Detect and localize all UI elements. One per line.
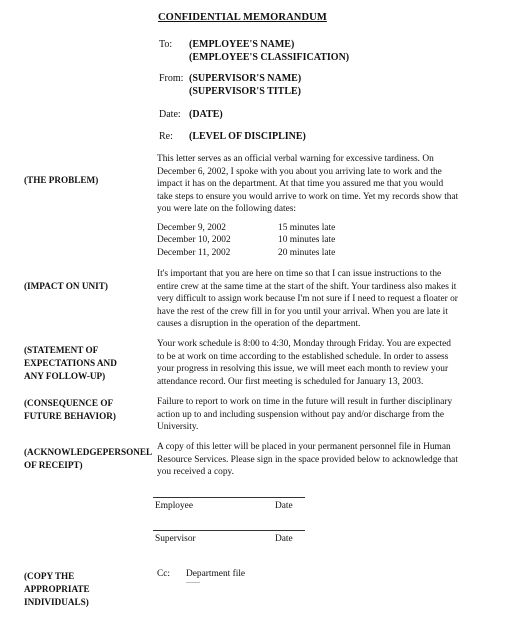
consequence-line: action up to and including suspension without pay and/or discharge from the [157, 409, 445, 420]
expectations-label-line: (STATEMENT OF [24, 345, 99, 355]
acknowledgement-line: A copy of this letter will be placed in your permanent personnel file in Human [157, 442, 451, 452]
late-minutes: 10 minutes late [278, 235, 336, 246]
impact-paragraph [157, 268, 462, 331]
expectations-line: Your work schedule is 8:00 to 4:30, Monday through Friday. You are expected [157, 339, 451, 349]
consequence-label-line: (CONSEQUENCE OF [24, 398, 114, 408]
problem-line: This letter serves as an official verbal warning for excessive tardiness. On [157, 154, 434, 164]
acknowledgement-label [24, 446, 152, 472]
problem-line: you were late on the following dates: [157, 204, 297, 215]
cc-label: Cc: [157, 569, 171, 579]
re-value: (LEVEL OF DISCIPLINE) [189, 131, 306, 142]
acknowledgement-paragraph [157, 441, 462, 479]
signature-rule [153, 530, 305, 531]
signature-rule [153, 497, 305, 498]
copies-label-line: INDIVIDUALS) [24, 597, 89, 607]
late-date-row [157, 247, 417, 259]
problem-label: (THE PROBLEM) [24, 175, 99, 185]
late-date: December 10, 2002 [157, 235, 231, 246]
late-date: December 11, 2002 [157, 247, 231, 258]
date-label: Date: [159, 109, 181, 120]
employee-label: Employee [155, 501, 194, 511]
consequence-line: University. [157, 422, 199, 433]
from-field [159, 72, 459, 98]
consequence-label-line: FUTURE BEHAVIOR) [24, 411, 116, 421]
copies-label-line: (COPY THE [24, 571, 75, 581]
supervisor-label: Supervisor [155, 534, 196, 544]
from-name: (SUPERVISOR'S NAME) [189, 73, 302, 84]
acknowledgement-line: Resource Services. Please sign in the space provided below to acknowledge that [157, 454, 458, 465]
impact-label: (IMPACT ON UNIT) [24, 281, 108, 291]
expectations-line: to be at work on time according to the established schedule. In order to assess [157, 351, 449, 362]
cut-off-text-fragment [186, 582, 200, 586]
impact-line: have the rest of the crew fill in for you until your arrival. When you are late it [157, 306, 448, 317]
memo-title: CONFIDENTIAL MEMORANDUM [158, 12, 327, 23]
impact-line: entire crew at the same time at the start of the shift. Your tardiness also makes it [157, 281, 457, 292]
to-classification: (EMPLOYEE'S CLASSIFICATION) [189, 52, 350, 63]
to-name: (EMPLOYEE'S NAME) [189, 39, 295, 50]
impact-line: causes a disruption in the operation of the department. [157, 319, 361, 330]
acknowledgement-line: you received a copy. [157, 467, 234, 478]
consequence-line: Failure to report to work on time in the future will result in further disciplinary [157, 397, 453, 407]
date-field [159, 108, 459, 121]
cc-value: Department file [186, 569, 246, 579]
supervisor-signature-line[interactable] [153, 530, 305, 554]
consequence-paragraph [157, 396, 462, 434]
late-date-row [157, 222, 417, 234]
re-label: Re: [159, 131, 173, 142]
expectations-paragraph [157, 338, 462, 388]
from-title: (SUPERVISOR'S TITLE) [189, 86, 301, 97]
to-field [159, 38, 459, 64]
problem-line: December 6, 2002, I spoke with you about you arriving late to work and the [157, 166, 442, 177]
date-value: (DATE) [189, 109, 223, 120]
problem-line: take steps to ensure you would arrive to work on time. Yet my records show that [157, 191, 459, 202]
employee-date-label: Date [275, 501, 293, 511]
expectations-label-line: ANY FOLLOW-UP) [24, 371, 106, 381]
late-date: December 9, 2002 [157, 223, 226, 233]
supervisor-date-label: Date [275, 534, 293, 544]
problem-paragraph [157, 153, 462, 216]
consequence-label [24, 397, 116, 423]
acknowledgement-label-line: (ACKNOWLEDGEPERSONEL [24, 447, 153, 457]
from-label: From: [159, 73, 184, 84]
late-dates-list [157, 222, 417, 259]
late-date-row [157, 234, 417, 246]
expectations-label [24, 344, 117, 383]
re-field [159, 130, 459, 143]
expectations-line: your progress in resolving this issue, we will meet each month to review your [157, 364, 449, 375]
employee-signature-line[interactable] [153, 497, 305, 521]
to-label: To: [159, 39, 173, 50]
late-minutes: 15 minutes late [278, 223, 336, 233]
acknowledgement-label-line: OF RECEIPT) [24, 460, 83, 470]
expectations-line: attendance record. Our first meeting is scheduled for January 13, 2003. [157, 376, 424, 387]
impact-line: very difficult to assign work because I'm not sure if I need to request a floater or [157, 294, 458, 305]
impact-line: It's important that you are here on time so that I can issue instructions to the [157, 269, 442, 279]
copies-label [24, 570, 90, 609]
expectations-label-line: EXPECTATIONS AND [24, 358, 117, 368]
problem-line: impact it has on the department. At that time you assured me that you would [157, 179, 444, 190]
copies-label-line: APPROPRIATE [24, 584, 90, 594]
late-minutes: 20 minutes late [278, 247, 336, 258]
